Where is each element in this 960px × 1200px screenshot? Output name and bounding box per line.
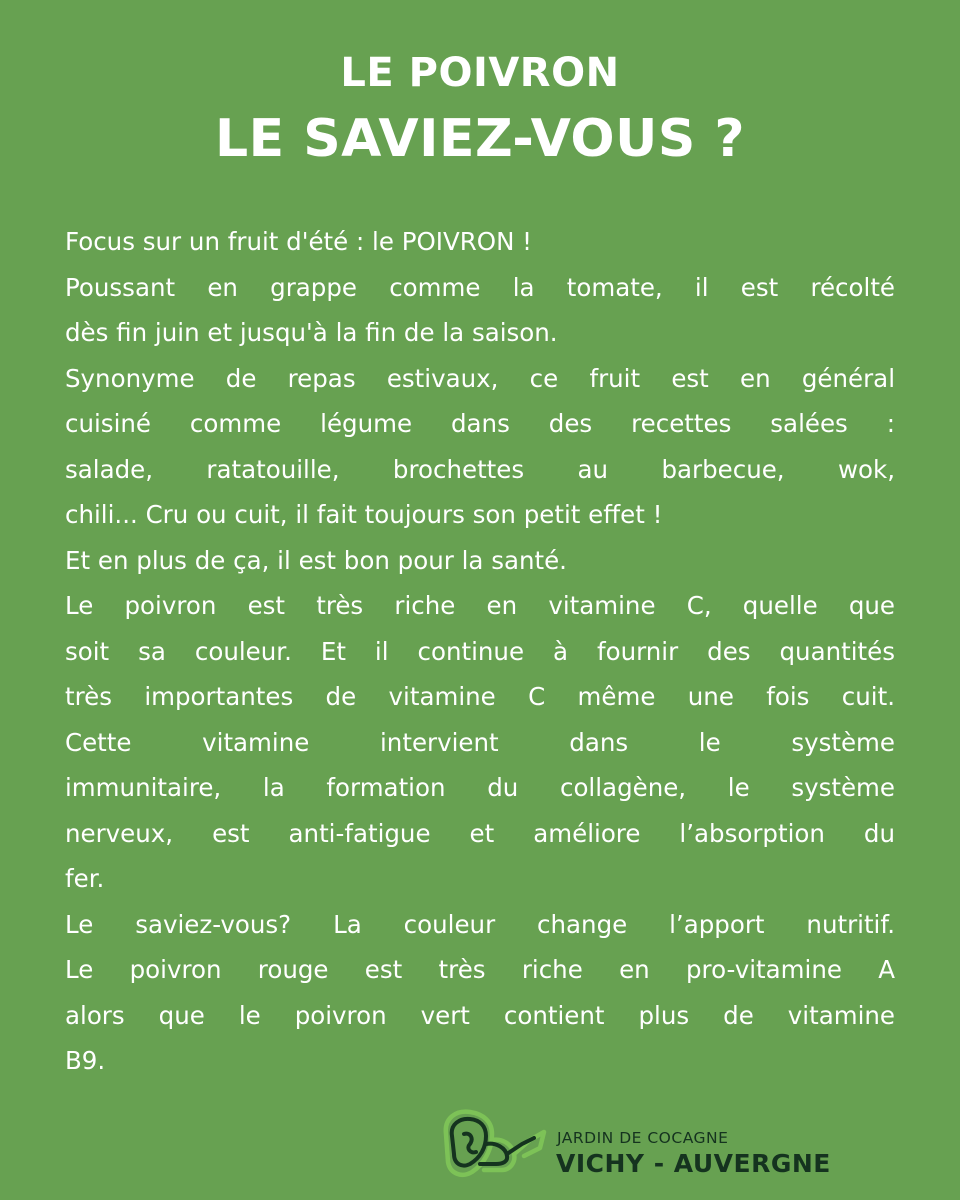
jardin-de-cocagne-logo [440,1100,870,1180]
body-line: Le poivron rouge est très riche en pro-vitamine A [65,955,895,984]
body-line: salade, ratatouille, brochettes au barbecue, wok, [65,454,895,484]
page-title: LE POIVRON [340,50,620,96]
body-line: Focus sur un fruit d'été : le POIVRON ! [65,227,533,256]
body-line: dès fin juin et jusqu'à la fin de la saison. [65,318,558,347]
body-line: Cette vitamine intervient dans le système [65,727,895,757]
body-line: Et en plus de ça, il est bon pour la santé. [65,545,567,575]
watering-can-icon [440,1104,550,1180]
body-line: nerveux, est anti-fatigue et améliore l’absorption du [65,818,895,848]
body-line: fer. [65,864,105,893]
body-line: alors que le poivron vert contient plus de vitamine [65,1000,895,1030]
page-subtitle: LE SAVIEZ-VOUS ? [214,109,746,169]
body-line: B9. [65,1046,106,1075]
body-line: chili... Cru ou cuit, il fait toujours son petit effet ! [65,500,663,529]
logo-text-jardin: JARDIN DE COCAGNE [557,1129,729,1147]
body-line: très importantes de vitamine C même une fois cuit. [65,682,895,711]
body-line: soit sa couleur. Et il continue à fournir des quantités [65,636,895,666]
body-line: cuisiné comme légume dans des recettes salées : [65,409,895,438]
logo-text-vichy: VICHY - AUVERGNE [556,1149,831,1178]
body-line: Le saviez-vous? La couleur change l’apport nutritif. [65,909,895,939]
article-body [65,219,895,1084]
body-line: Poussant en grappe comme la tomate, il est récolté [65,272,895,302]
body-line: Le poivron est très riche en vitamine C, quelle que [65,591,895,620]
body-line: Synonyme de repas estivaux, ce fruit est en général [65,363,895,393]
body-line: immunitaire, la formation du collagène, le système [65,773,895,802]
